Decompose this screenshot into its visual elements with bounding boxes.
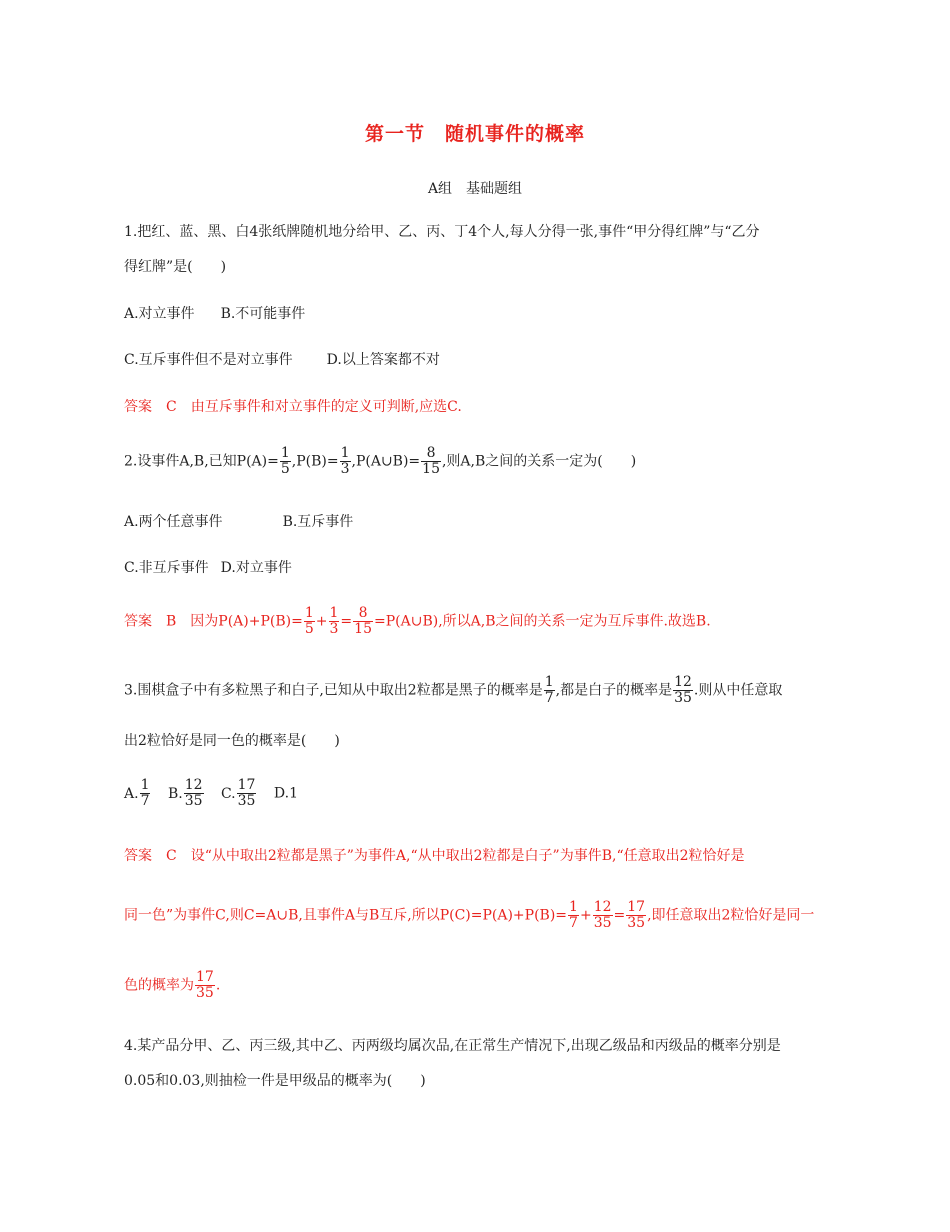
q2-answer-fraction-3: $\frac{8}{15}$ [354,605,372,637]
q2-answer-fraction-1: $\frac{1}{5}$ [304,605,314,637]
q1-option-c: C.互斥事件但不是对立事件 [124,352,293,368]
q1-options-row1 [124,304,305,324]
page-title: 第一节 随机事件的概率 [364,123,585,145]
q2-fraction-pa: $\frac{1}{5}$ [280,445,290,477]
q2-options-row1 [124,512,353,532]
q3-answer-line3: 色的概率为 $\frac{17}{35}$ . [124,969,221,1001]
q3-stem-line1: 3.围棋盒子中有多粒黑子和白子,已知从中取出2粒都是黑子的概率是 $\frac{1}{7}$ ,都是白子的概率是 $\frac{12}{35}$ .则从中任意取 [124,674,783,706]
q3-answer-line1: 答案 C 设“从中取出2粒都是黑子”为事件A,“从中取出2粒都是白子”为事件B,“任意取出2粒恰好是 [124,848,745,864]
q3-option-c: C. $\frac{17}{35}$ [220,777,256,809]
q3-fraction-white: $\frac{12}{35}$ [674,674,692,706]
q4-stem-line2: 0.05和0.03,则抽检一件是甲级品的概率为( ) [124,1073,426,1089]
q2-text-3: ,P(A∪B)= [351,453,421,470]
q3-answer-line2: 同一色”为事件C,则C=A∪B,且事件A与B互斥,所以P(C)=P(A)+P(B)= $\frac{1}{7}$ + $\frac{12}{35}$ = $\frac{17}{35}$ ,即任意取出2粒恰好是同一 [124,899,815,931]
q1-option-d: D.以上答案都不对 [326,352,440,368]
group-heading: A组 基础题组 [427,181,523,197]
q3-option-b: B. $\frac{12}{35}$ [167,777,203,809]
q2-option-d: D.对立事件 [220,560,292,576]
q1-stem-line2: 得红牌”是( ) [124,259,227,275]
q2-option-b: B.互斥事件 [282,514,354,530]
q3-option-a: A. $\frac{1}{7}$ [124,777,150,809]
q2-answer: 答案 B 因为P(A)+P(B)= $\frac{1}{5}$ + $\frac{1}{3}$ = $\frac{8}{15}$ =P(A∪B),所以A,B之间的关系一定为互斥事件.故选B. [124,605,711,637]
q2-option-c: C.非互斥事件 [124,560,209,576]
q2-option-a: A.两个任意事件 [124,514,223,530]
q3-fraction-black: $\frac{1}{7}$ [544,674,554,706]
q2-fraction-pab: $\frac{8}{15}$ [422,445,440,477]
q3-stem-line2: 出2粒恰好是同一色的概率是( ) [124,733,340,749]
q1-options-row2 [124,350,440,370]
q1-option-b: B.不可能事件 [220,306,306,322]
q3-option-d: D.1 [273,785,299,802]
q2-fraction-pb: $\frac{1}{3}$ [340,445,350,477]
q2-answer-fraction-2: $\frac{1}{3}$ [329,605,339,637]
q2-options-row2 [124,558,292,578]
q2-text-2: ,P(B)= [291,453,339,470]
q3-options [124,778,298,809]
q1-stem-line1: 1.把红、蓝、黑、白4张纸牌随机地分给甲、乙、丙、丁4个人,每人分得一张,事件“甲分得红牌”与“乙分 [124,224,760,240]
q2-text-4: ,则A,B之间的关系一定为( ) [441,453,637,470]
q1-option-a: A.对立事件 [124,306,195,322]
q2-text-1: 2.设事件A,B,已知P(A)= [124,453,279,470]
q4-stem-line1: 4.某产品分甲、乙、丙三级,其中乙、丙两级均属次品,在正常生产情况下,出现乙级品和丙级品的概率分别是 [124,1038,781,1054]
q1-answer: 答案 C 由互斥事件和对立事件的定义可判断,应选C. [124,399,462,415]
q2-stem [124,446,636,477]
